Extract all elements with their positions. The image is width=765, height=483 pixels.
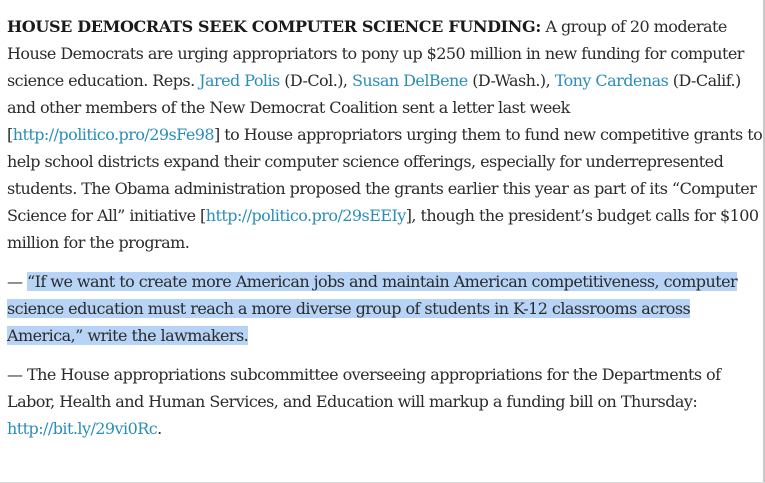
link-tony-cardenas[interactable]: Tony Cardenas (554, 71, 669, 90)
text-segment: . (157, 419, 162, 438)
paragraph-funding (7, 13, 763, 256)
text-segment: ], though the president’s budget calls for $100 million for the program. (7, 206, 759, 252)
highlighted-quote: “If we want to create more American jobs and maintain American competitiveness, computer science education must reach a more diverse group of students in K-12 classrooms across America,” write the lawmakers. (7, 272, 738, 345)
link-bill-url[interactable]: http://bit.ly/29vi0Rc (7, 419, 158, 438)
text-segment: (D-Calif.) and other members of the New Democrat Coalition sent a letter last week [ (7, 71, 741, 144)
link-letter-url[interactable]: http://politico.pro/29sFe98 (12, 125, 215, 144)
link-jared-polis[interactable]: Jared Polis (199, 71, 280, 90)
text-segment: — The House appropriations subcommittee overseeing appropriations for the Departments of Labor, Health and Human Services, and Education will markup a funding bill on Thursday: (7, 365, 721, 411)
paragraph-quote (7, 268, 763, 349)
text-segment: A group of 20 moderate House Democrats are urging appropriators to pony up $250 million in new funding for computer science education. Reps. (7, 17, 744, 90)
headline: HOUSE DEMOCRATS SEEK COMPUTER SCIENCE FUNDING: (7, 17, 541, 36)
text-segment: (D-Col.), (279, 71, 353, 90)
text-segment: ] to House appropriators urging them to fund new competitive grants to help school districts expand their computer science offerings, especially for underrepresented students. The Obama administration proposed the grants earlier this year as part of its “Computer Science for All” initiative [ (7, 125, 763, 225)
paragraph-markup (7, 361, 763, 442)
article-body (7, 13, 763, 454)
text-segment: (D-Wash.), (467, 71, 555, 90)
dash: — (7, 272, 27, 291)
link-susan-delbene[interactable]: Susan DelBene (352, 71, 468, 90)
link-initiative-url[interactable]: http://politico.pro/29sEEIy (205, 206, 406, 225)
